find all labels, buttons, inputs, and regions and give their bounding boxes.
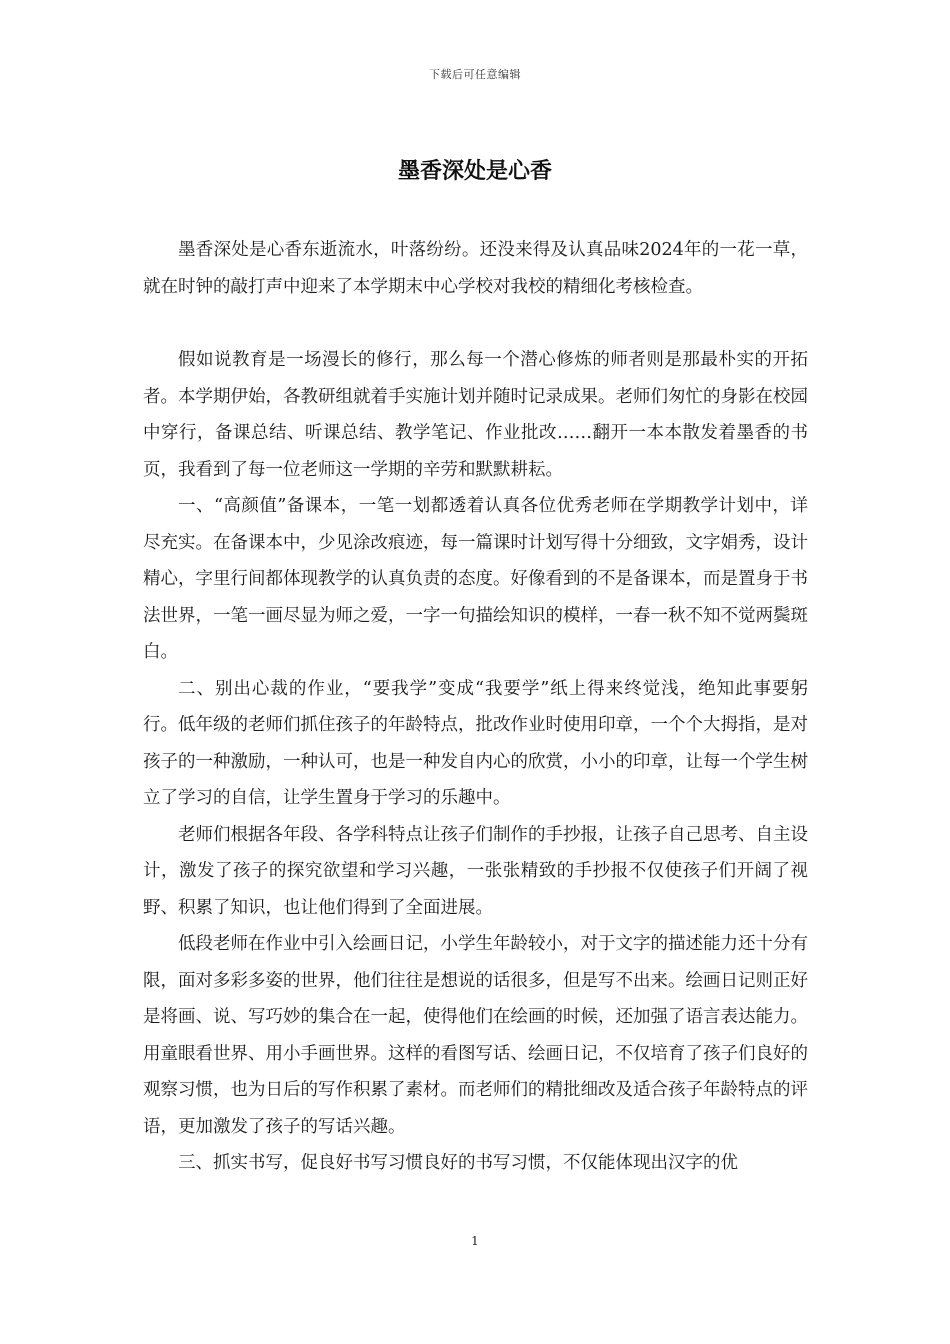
paragraph: 老师们根据各年段、各学科特点让孩子们制作的手抄报，让孩子自己思考、自主设计，激发了孩子的探究欲望和学习兴趣，一张张精致的手抄报不仅使孩子们开阔了视野、积累了知识，也让他们得到了全面进展。 [143,824,808,918]
document-body [143,232,808,1182]
paragraph: 二、别出心裁的作业，“要我学”变成“我要学”纸上得来终觉浅，绝知此事要躬行。低年级的老师们抓住孩子的年龄特点，批改作业时使用印章，一个个大拇指，是对孩子的一种激励，一种认可，也是一种发自内心的欣赏，小小的印章，让每一个学生树立了学习的自信，让学生置身于学习的乐趣中。 [143,678,808,808]
paragraph: 假如说教育是一场漫长的修行，那么每一个潜心修炼的师者则是那最朴实的开拓者。本学期伊始，各教研组就着手实施计划并随时记录成果。老师们匆忙的身影在校园中穿行，备课总结、听课总结、教学笔记、作业批改……翻开一本本散发着墨香的书页，我看到了每一位老师这一学期的辛劳和默默耕耘。 [143,350,808,480]
paragraph: 低段老师在作业中引入绘画日记，小学生年龄较小，对于文字的描述能力还十分有限，面对多彩多姿的世界，他们往往是想说的话很多，但是写不出来。绘画日记则正好是将画、说、写巧妙的集合在一起，使得他们在绘画的时候，还加强了语言表达能力。用童眼看世界、用小手画世界。这样的看图写话、绘画日记，不仅培育了孩子们良好的观察习惯，也为日后的写作积累了素材。而老师们的精批细改及适合孩子年龄特点的评语，更加激发了孩子的写话兴趣。 [143,934,808,1137]
paragraph: 墨香深处是心香东逝流水，叶落纷纷。还没来得及认真品味2024年的一花一草，就在时钟的敲打声中迎来了本学期末中心学校对我校的精细化考核检查。 [143,240,808,297]
paragraph: 一、“高颜值”备课本，一笔一划都透着认真各位优秀老师在学期教学计划中，详尽充实。在备课本中，少见涂改痕迹，每一篇课时计划写得十分细致，文字娟秀，设计精心，字里行间都体现教学的认真负责的态度。好像看到的不是备课本，而是置身于书法世界，一笔一画尽显为师之爱，一字一句描绘知识的模样，一春一秋不知不觉两鬓斑白。 [143,496,808,662]
page-number: 1 [471,1234,479,1248]
header-note: 下载后可任意编辑 [429,68,521,81]
document-title: 墨香深处是心香 [397,158,552,184]
paragraph: 三、抓实书写，促良好书写习惯良好的书写习惯，不仅能体现出汉字的优 [178,1153,738,1173]
